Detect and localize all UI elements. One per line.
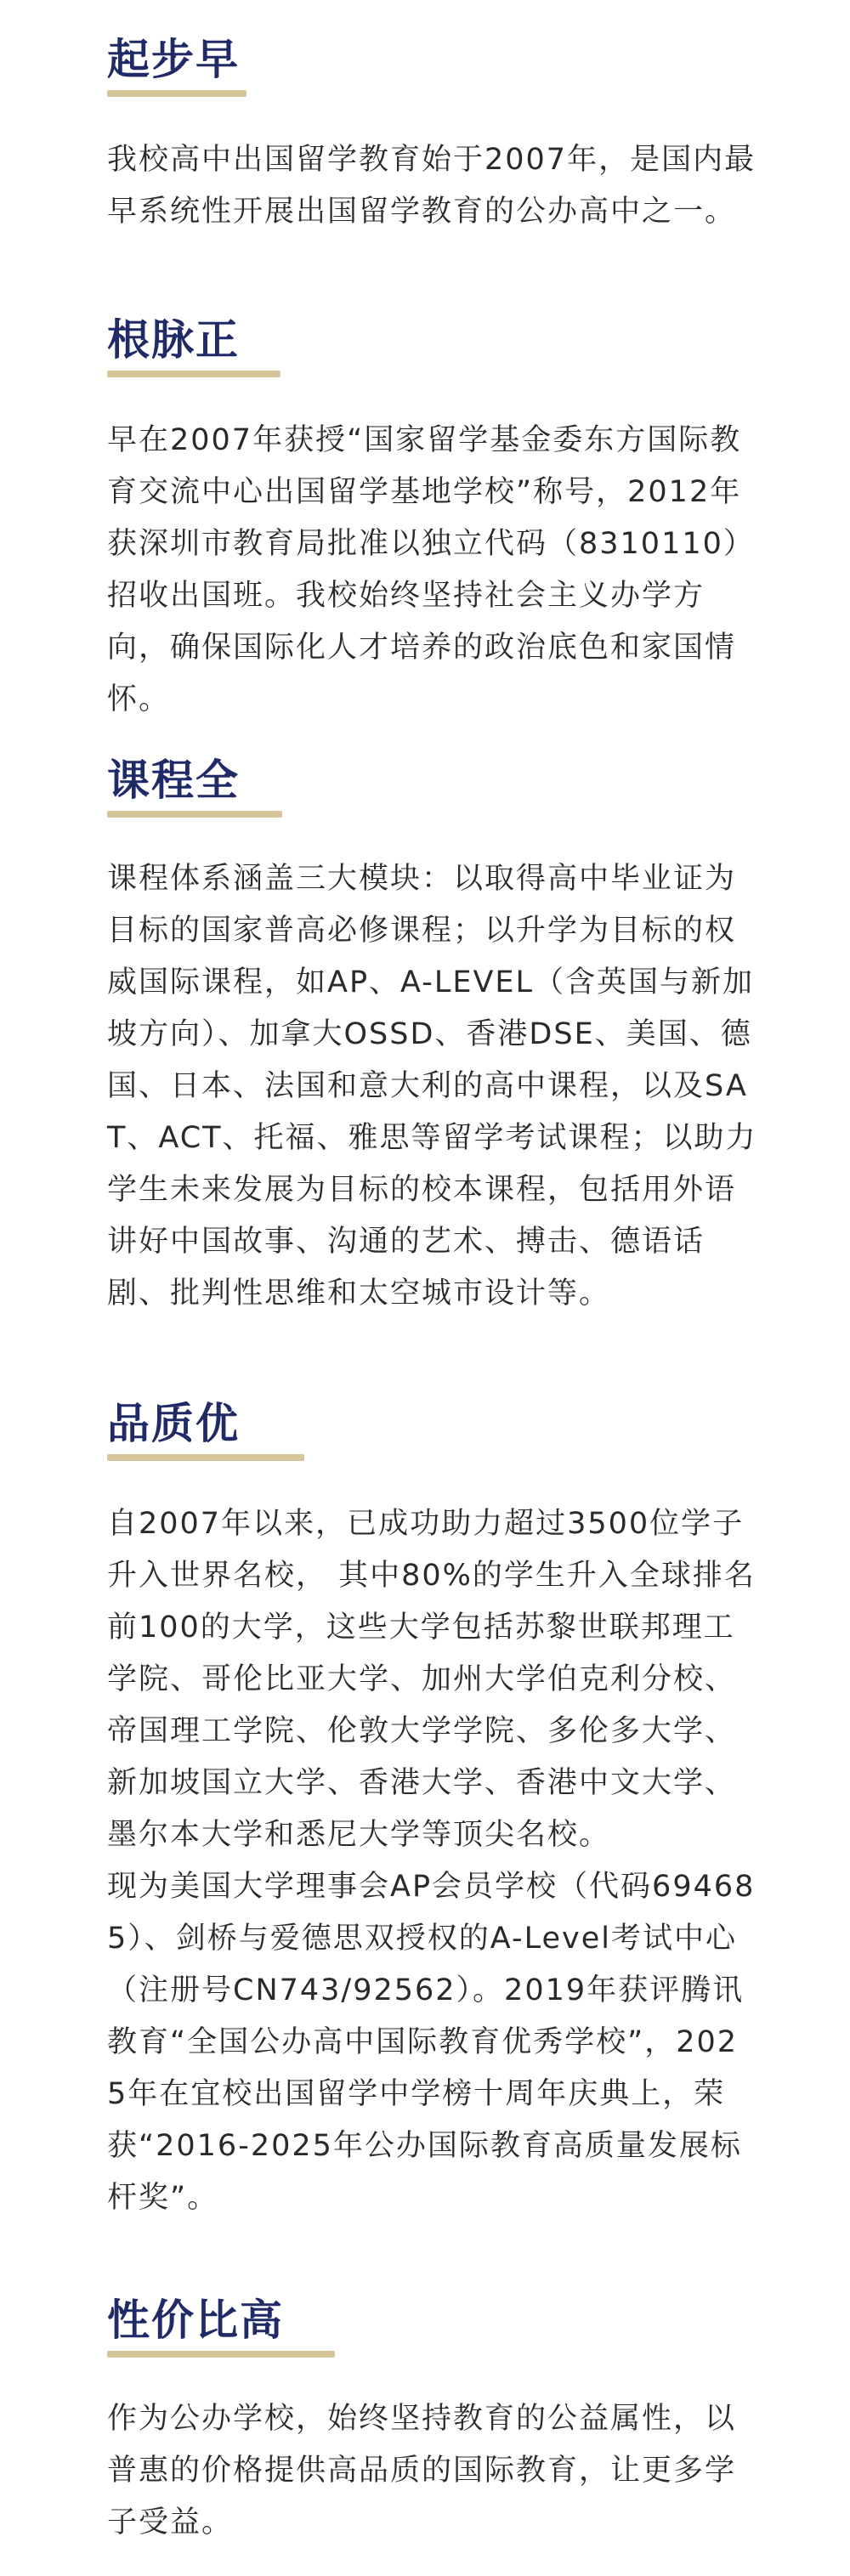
- section-body: [107, 415, 758, 726]
- heading-underline: [107, 1454, 304, 1461]
- section-heading: 起步早: [107, 34, 240, 84]
- heading-underline: [107, 2351, 335, 2358]
- paragraph: 现为美国大学理事会AP会员学校（代码694685）、剑桥与爱德思双授权的A-Level考试中心（注册号CN743/92562）。2019年获评腾讯教育“全国公办高中国际教育优秀学校”，2025年在宜校出国留学中学榜十周年庆典上，荣获“2016-2025年公办国际教育高质量发展标杆奖”。: [107, 1870, 756, 2215]
- paragraph: 作为公办学校，始终坚持教育的公益属性，以普惠的价格提供高品质的国际教育，让更多学子受益。: [107, 2402, 737, 2539]
- paragraph: 早在2007年获授“国家留学基金委东方国际教育交流中心出国留学基地学校”称号，2012年获深圳市教育局批准以独立代码（8310110）招收出国班。我校始终坚持社会主义办学方向，确保国际化人才培养的政治底色和家国情怀。: [107, 423, 755, 716]
- section-body: [107, 853, 758, 1320]
- section-heading: 根脉正: [107, 314, 240, 365]
- heading-underline: [107, 371, 280, 377]
- heading-underline: [107, 811, 282, 818]
- paragraph: 课程体系涵盖三大模块：以取得高中毕业证为目标的国家普高必修课程；以升学为目标的权威国际课程，如AP、A-LEVEL（含英国与新加坡方向）、加拿大OSSD、香港DSE、美国、德国、日本、法国和意大利的高中课程，以及SAT、ACT、托福、雅思等留学考试课程；以助力学生未来发展为目标的校本课程，包括用外语讲好中国故事、沟通的艺术、搏击、德语话剧、批判性思维和太空城市设计等。: [107, 862, 757, 1311]
- section-heading: 品质优: [107, 1398, 240, 1448]
- heading-underline: [107, 90, 246, 97]
- section-kechengquan: [107, 755, 758, 1311]
- paragraph: 我校高中出国留学教育始于2007年，是国内最早系统性开展出国留学教育的公办高中之一。: [107, 143, 756, 229]
- paragraph: 自2007年以来，已成功助力超过3500位学子升入世界名校， 其中80%的学生升入全球排名前100的大学，这些大学包括苏黎世联邦理工学院、哥伦比亚大学、加州大学伯克利分校、帝国理工学院、伦敦大学学院、多伦多大学、新加坡国立大学、香港大学、香港中文大学、墨尔本大学和悉尼大学等顶尖名校。: [107, 1507, 756, 1852]
- section-body: [107, 2393, 758, 2549]
- section-pinzhiyou: [107, 1398, 758, 2215]
- section-genmaizheng: [107, 314, 758, 716]
- section-xingjiabigao: [107, 2295, 758, 2539]
- section-heading: 性价比高: [107, 2295, 284, 2345]
- section-body: [107, 134, 758, 238]
- section-heading: 课程全: [107, 755, 240, 805]
- section-body: [107, 1498, 758, 2224]
- section-qibuzao: [107, 34, 758, 229]
